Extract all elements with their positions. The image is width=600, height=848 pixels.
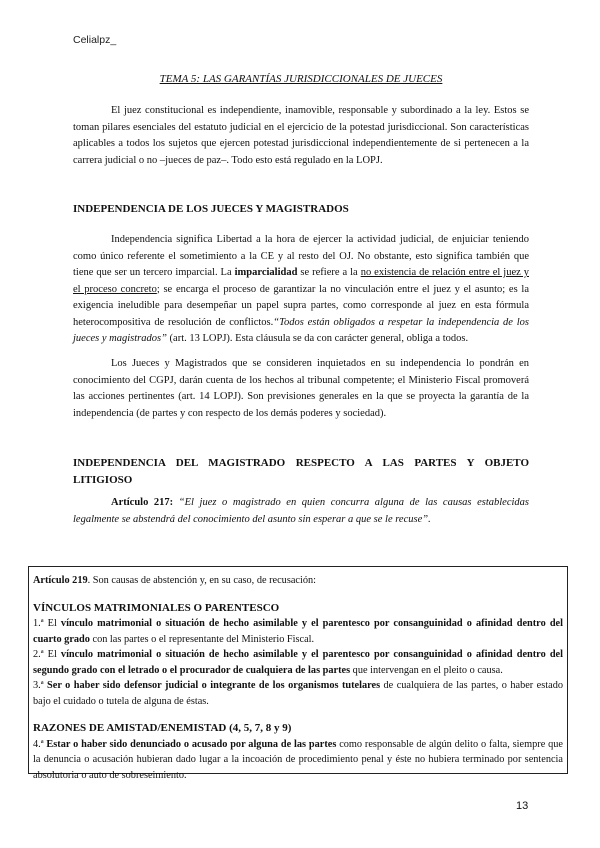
box-intro [33, 573, 563, 589]
article-219-box [28, 566, 568, 781]
text-run: ; se encarga el proceso de garantizar la no vinculación entre el juez y el asunto; es la exigencia ineludible para desempeñar un papel supra partes, como corresponde al juez en esta fórmula heterocompositiva de resolución de conflictos. [73, 283, 529, 328]
section-heading-parties: INDEPENDENCIA DEL MAGISTRADO RESPECTO A LAS PARTES Y OBJETO LITIGIOSO [73, 457, 529, 486]
item-bold: vínculo matrimonial o situación de hecho asimilable y el parentesco por consanguinidad o afinidad dentro del cuarto grado [33, 618, 563, 645]
item-number: 3.ª [33, 680, 48, 691]
article-217-label: Artículo 217: [111, 497, 174, 508]
text-run: Independencia significa Libertad a la hora de ejercer la actividad judicial, de enjuiciar teniendo como único referente el sometimiento a la CE y al resto del OJ. No obstante, esto significa también que tiene que ser un tercero imparcial. La [73, 234, 529, 278]
intro-paragraph: El juez constitucional es independiente, inamovible, responsable y subordinado a la ley. Estos se toman pilares esenciales del estatuto judicial en el ejercicio de la potestad jurisdiccional. Son características aplicables a todos los sujetos que ejercen potestad jurisdiccional independientemente de si pertenecen a la carrera judicial o no –jueces de paz–. Todo esto está regulado en la LOPJ. [73, 105, 529, 166]
item-bold: Ser o haber sido defensor judicial o integrante de los organismos tutelares [47, 680, 381, 691]
text-run: (art. 13 LOPJ). Esta cláusula se da con carácter general, obliga a todos. [166, 333, 469, 344]
underlined-definition: no existencia de relación entre el juez y el proceso concreto [73, 267, 530, 295]
item-text: con las partes o el representante del Ministerio Fiscal. [89, 633, 315, 645]
article-217-paragraph [73, 495, 529, 528]
item-text: de cualquiera de las partes, o haber estado bajo el cuidado o tutela de alguna de éstas. [33, 680, 563, 707]
item-number: 4.ª [33, 738, 47, 750]
bold-term-imparcialidad: imparcialidad [234, 267, 298, 278]
independence-paragraph [73, 232, 529, 348]
inquietud-paragraph: Los Jueces y Magistrados que se consideren inquietados en su independencia lo pondrán en conocimiento del CGPJ, darán cuenta de los hechos al tribunal competente; el Ministerio Fiscal promoverá las acciones pertinentes (art. 14 LOPJ). Son previsiones generales en la que se proyecta la garantía de la independencia (de partes y con respecto de los demás poderes y sociedad). [73, 358, 529, 419]
text-run: . Son causas de abstención y, en su caso, de recusación: [87, 575, 316, 586]
cause-item-2 [33, 647, 563, 678]
subhead-vinculos: VÍNCULOS MATRIMONIALES O PARENTESCO [33, 601, 280, 614]
article-217-text: “El juez o magistrado en quien concurra alguna de las causas establecidas legalmente se abstendrá del conocimiento del asunto sin esperar a que se le recuse”. [73, 497, 529, 525]
quote-art13: “Todos están obligados a respetar la independencia de los jueces y magistrados” [73, 316, 529, 344]
section-heading-independence: INDEPENDENCIA DE LOS JUECES Y MAGISTRADOS [73, 203, 349, 215]
item-number: 1.ª El [33, 618, 61, 629]
cause-item-3 [33, 678, 563, 709]
item-bold: vínculo matrimonial o situación de hecho asimilable y el parentesco por consanguinidad o afinidad dentro del segundo grado con el letrado o el procurador de cualquiera de las partes [33, 649, 563, 676]
item-text: que intervengan en el pleito o causa. [350, 664, 503, 676]
item-bold: Estar o haber sido denunciado o acusado por alguna de las partes [46, 738, 337, 750]
subhead-amistad: RAZONES DE AMISTAD/ENEMISTAD (4, 5, 7, 8 y 9) [33, 722, 292, 734]
page-number: 13 [516, 800, 529, 812]
item-text: como responsable de algún delito o falta, siempre que la denuncia o acusación hubieran dado lugar a la incoación de procedimiento penal y éste no hubiera terminado por sentencia absolutoria o auto de sobreseimiento. [33, 738, 563, 781]
text-run: se refiere a la [297, 267, 361, 278]
cause-item-4 [33, 737, 563, 784]
item-number: 2.ª El [33, 649, 61, 660]
author-header: Celialpz_ [73, 34, 117, 46]
page-title: TEMA 5: LAS GARANTÍAS JURISDICCIONALES DE JUECES [159, 73, 443, 85]
article-219-label: Artículo 219 [33, 575, 88, 586]
cause-item-1 [33, 616, 563, 647]
